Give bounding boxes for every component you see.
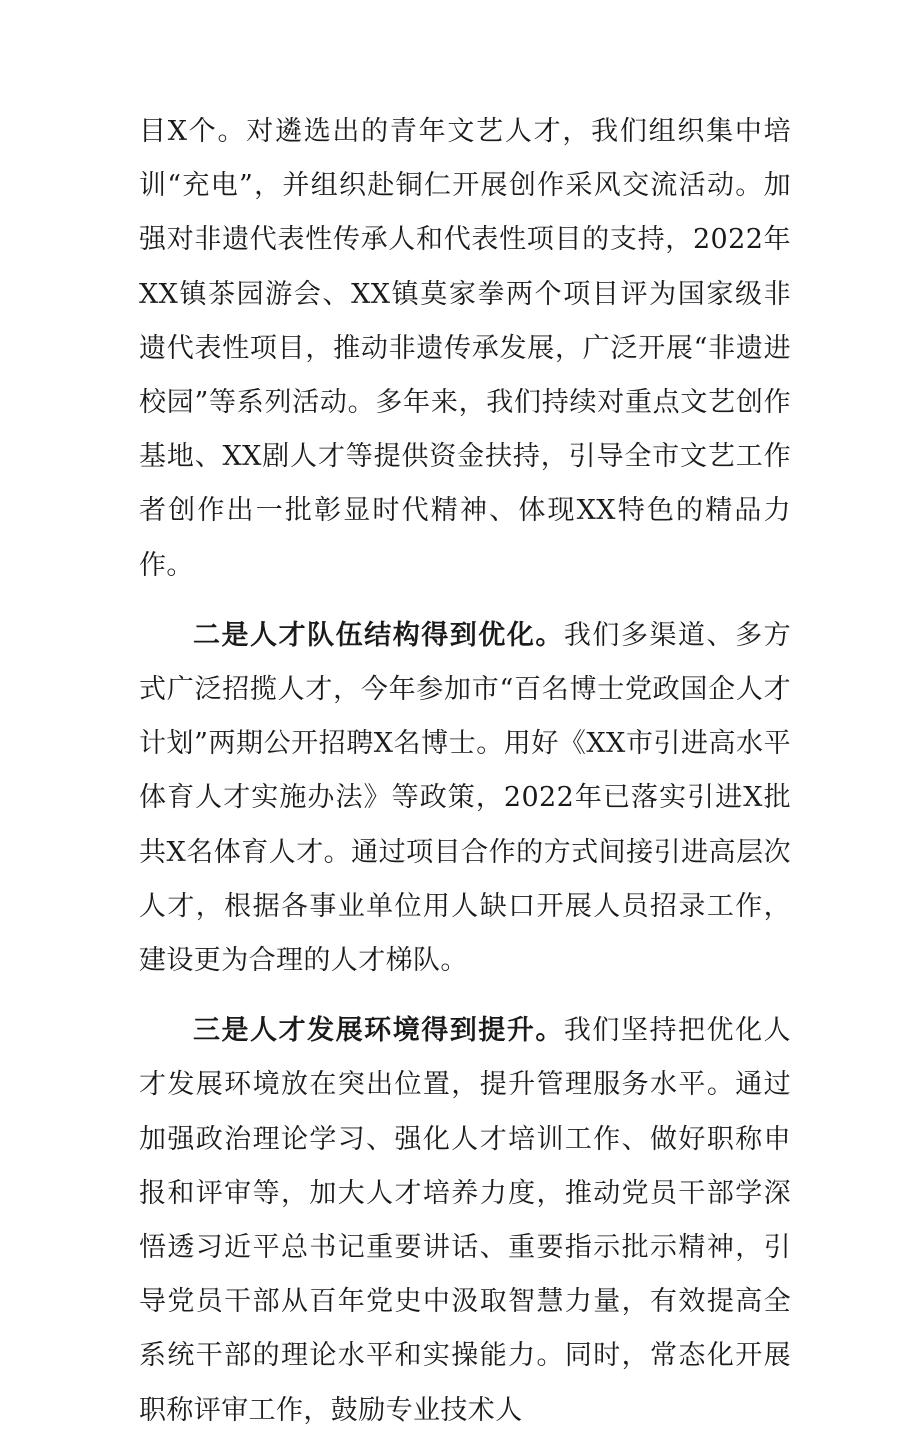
paragraph-2: [139, 609, 791, 988]
paragraph-1-text: 目X个。对遴选出的青年文艺人才，我们组织集中培训“充电”，并组织赴铜仁开展创作采风交流活动。加强对非遗代表性传承人和代表性项目的支持，2022年XX镇茶园游会、XX镇莫家拳两个项目评为国家级非遗代表性项目，推动非遗传承发展，广泛开展“非遗进校园”等系列活动。多年来，我们持续对重点文艺创作基地、XX剧人才等提供资金扶持，引导全市文艺工作者创作出一批彰显时代精神、体现XX特色的精品力作。: [139, 116, 791, 581]
paragraph-2-heading: 二是人才队伍结构得到优化。: [193, 619, 564, 651]
paragraph-3-heading: 三是人才发展环境得到提升。: [193, 1015, 564, 1047]
body-text: [139, 105, 791, 1438]
paragraph-1: [139, 105, 791, 593]
paragraph-3-text: 我们坚持把优化人才发展环境放在突出位置，提升管理服务水平。通过加强政治理论学习、强化人才培训工作、做好职称申报和评审等，加大人才培养力度，推动党员干部学深悟透习近平总书记重要讲话、重要指示批示精神，引导党员干部从百年党史中汲取智慧力量，有效提高全系统干部的理论水平和实操能力。同时，常态化开展职称评审工作，鼓励专业技术人: [139, 1015, 791, 1426]
paragraph-2-text: 我们多渠道、多方式广泛招揽人才，今年参加市“百名博士党政国企人才计划”两期公开招聘X名博士。用好《XX市引进高水平体育人才实施办法》等政策，2022年已落实引进X批共X名体育人才。通过项目合作的方式间接引进高层次人才，根据各事业单位用人缺口开展人员招录工作，建设更为合理的人才梯队。: [139, 619, 791, 977]
paragraph-3: [139, 1004, 791, 1438]
